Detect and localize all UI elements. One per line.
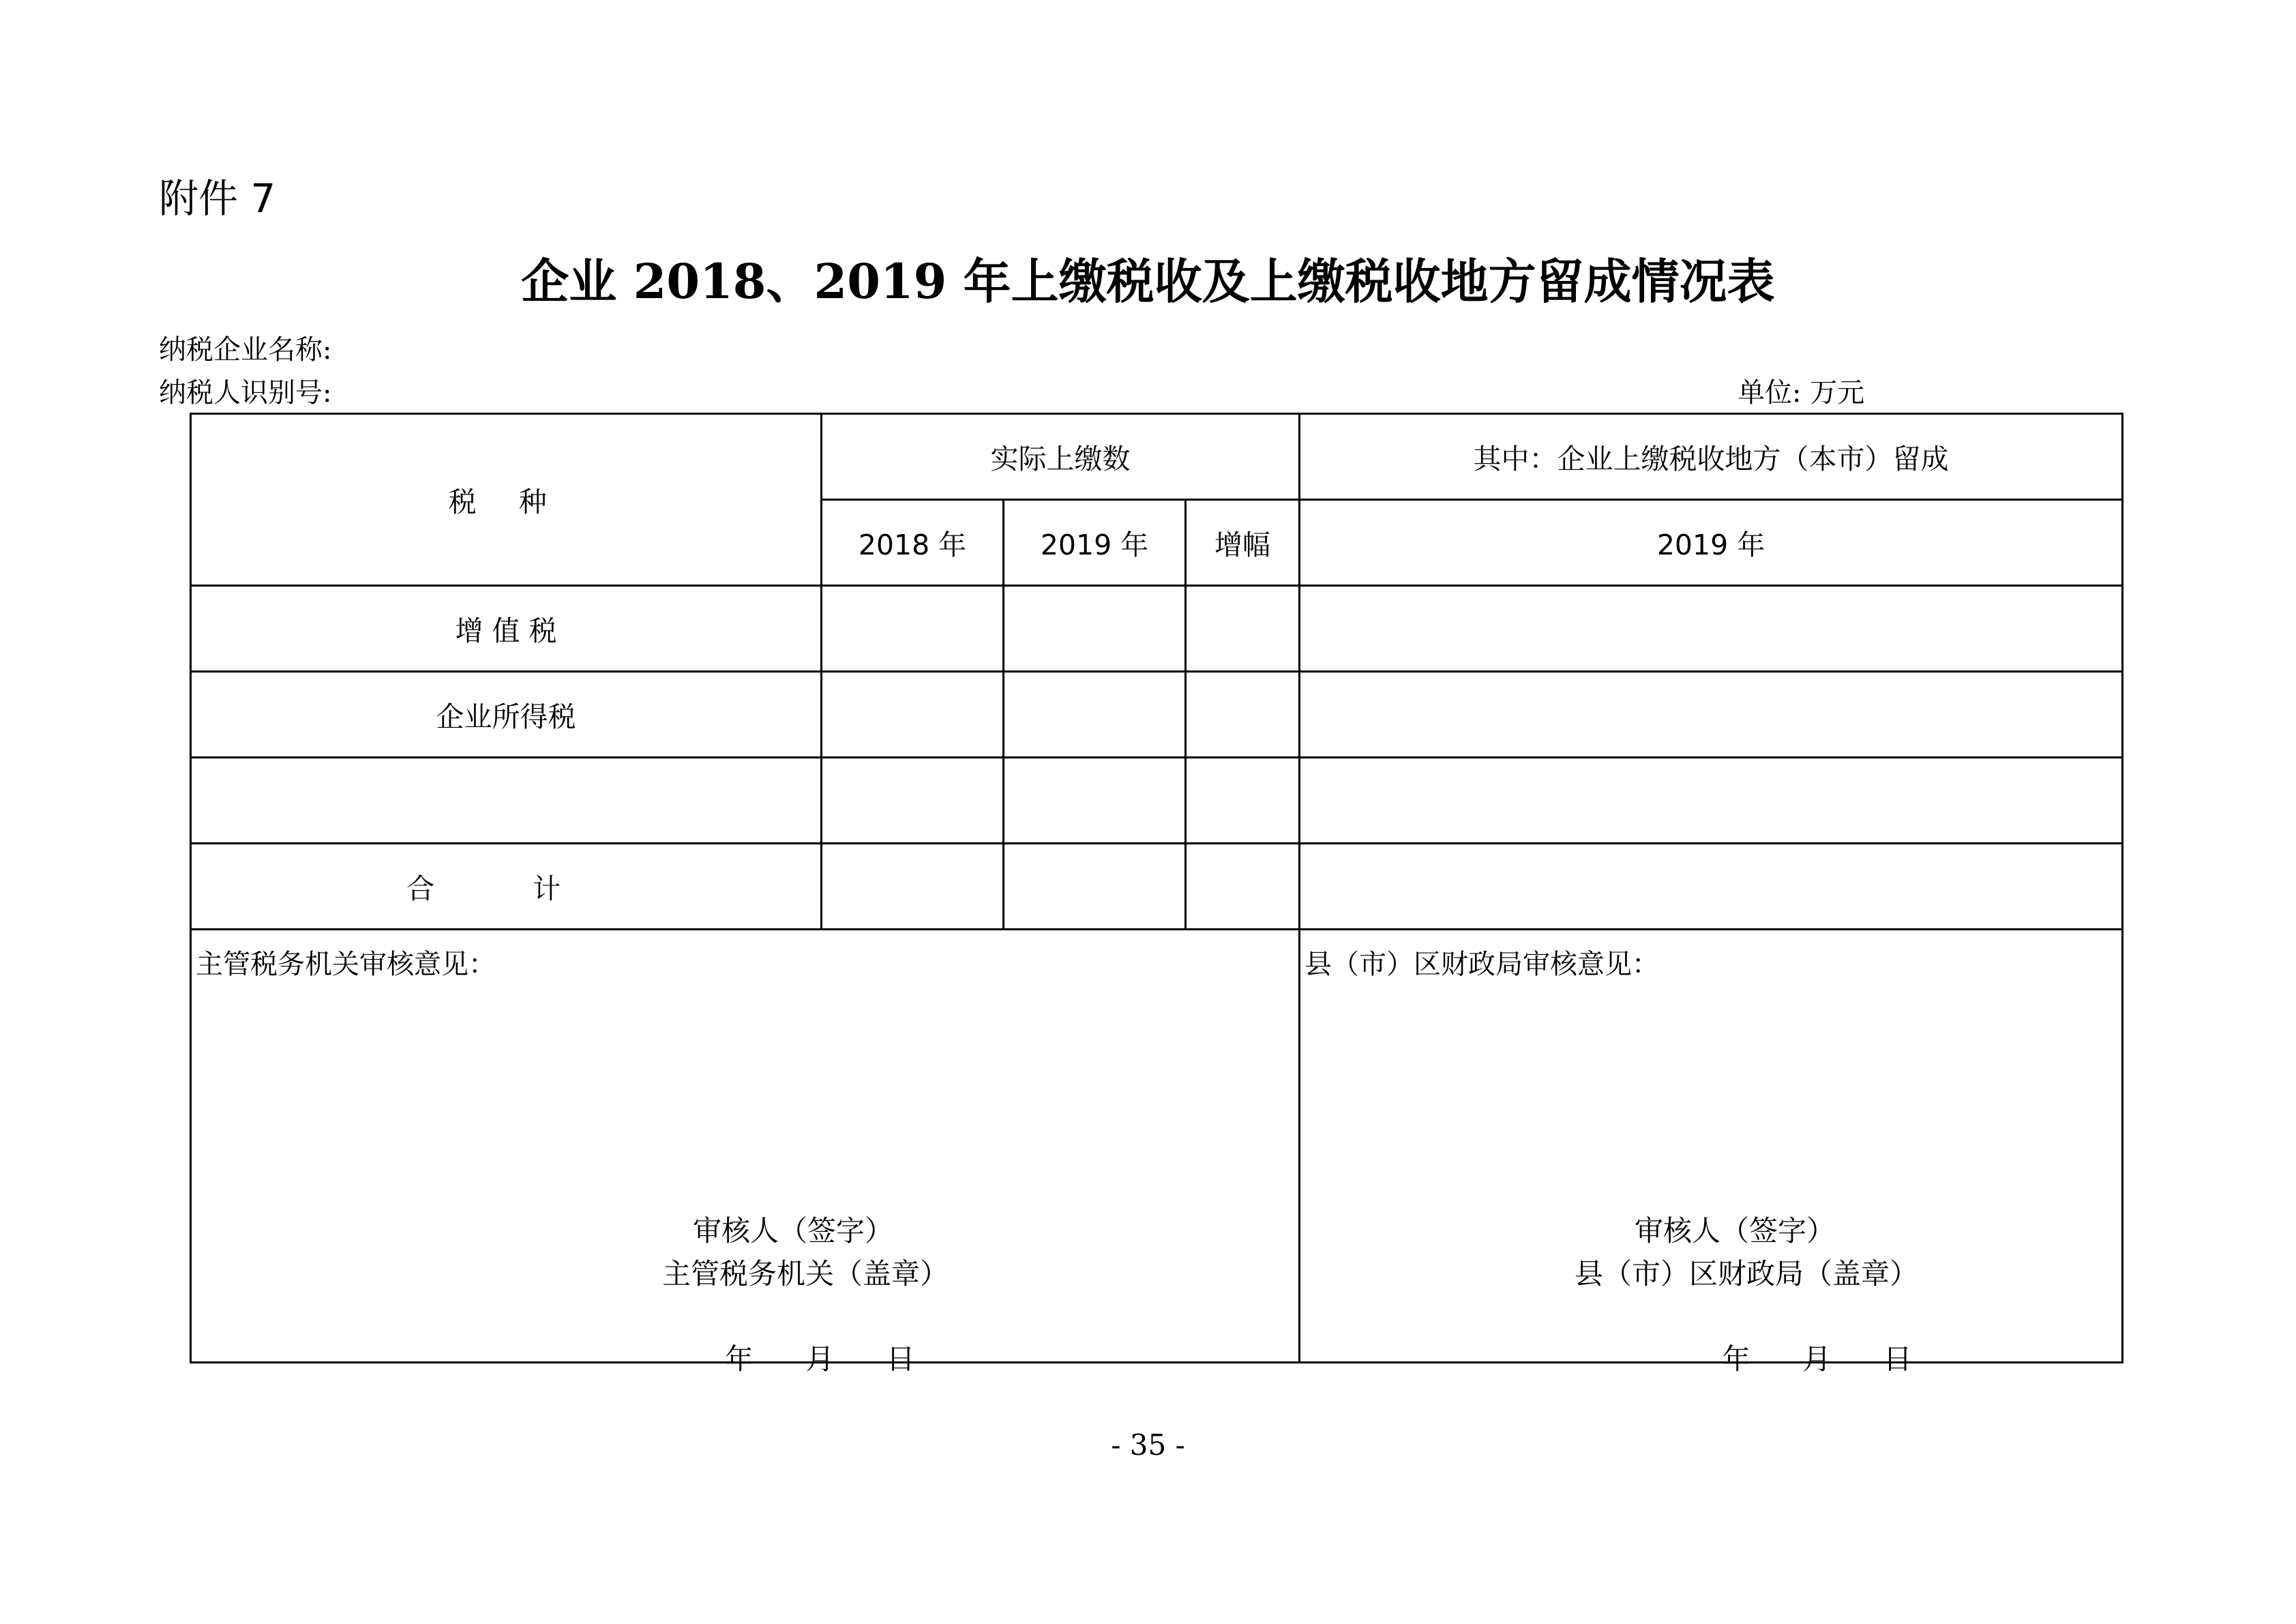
- review-row: [191, 930, 2123, 1363]
- attachment-label: 附件 7: [159, 175, 276, 222]
- taxpayer-id-label: 纳税人识别号:: [159, 377, 332, 409]
- cell-growth[interactable]: [1186, 758, 1300, 844]
- local-retention-header: 其中：企业上缴税收地方（本市）留成: [1300, 414, 2123, 500]
- page-title: 企业 2018、2019 年上缴税收及上缴税收地方留成情况表: [521, 253, 1775, 310]
- cell-retention[interactable]: [1300, 672, 2123, 758]
- tax-table: [190, 413, 2123, 1376]
- page-number: - 35 -: [1111, 1428, 1185, 1462]
- unit-label: 单位: 万元: [1738, 377, 1865, 409]
- cell-growth[interactable]: [1186, 672, 1300, 758]
- tax-authority-review-cell[interactable]: [191, 930, 1300, 1376]
- col-growth-header: 增幅: [1186, 500, 1300, 586]
- tax-type-header: 税 种: [191, 414, 822, 586]
- table-row: [191, 758, 2123, 844]
- cell-growth[interactable]: [1186, 586, 1300, 672]
- actual-paid-header: 实际上缴数: [822, 414, 1300, 500]
- row-label-vat: 增 值 税: [191, 586, 822, 672]
- col-2019-header: 2019 年: [1004, 500, 1186, 586]
- tax-authority-reviewer-signature: 审核人（签字）: [693, 1214, 894, 1247]
- company-name-label: 纳税企业名称:: [159, 334, 332, 366]
- finance-bureau-date: 年 月 日: [1722, 1342, 1912, 1376]
- cell-2018[interactable]: [822, 758, 1004, 844]
- cell-2019[interactable]: [1004, 586, 1186, 672]
- tax-authority-date: 年 月 日: [725, 1342, 915, 1376]
- finance-bureau-review-cell[interactable]: [1300, 930, 2123, 1376]
- cell-growth[interactable]: [1186, 844, 1300, 930]
- finance-bureau-reviewer-signature: 审核人（签字）: [1635, 1214, 1836, 1247]
- cell-2019[interactable]: [1004, 758, 1186, 844]
- col-2018-header: 2018 年: [822, 500, 1004, 586]
- col-retention-2019-header: 2019 年: [1300, 500, 2123, 586]
- cell-retention[interactable]: [1300, 844, 2123, 930]
- finance-bureau-review-heading: 县（市）区财政局审核意见：: [1304, 949, 1660, 980]
- cell-2018[interactable]: [822, 586, 1004, 672]
- cell-2018[interactable]: [822, 844, 1004, 930]
- row-label-blank[interactable]: [191, 758, 822, 844]
- cell-retention[interactable]: [1300, 758, 2123, 844]
- table-row: [191, 844, 2123, 930]
- tax-authority-review-heading: 主管税务机关审核意见：: [196, 949, 496, 980]
- cell-2018[interactable]: [822, 672, 1004, 758]
- cell-2019[interactable]: [1004, 844, 1186, 930]
- row-label-corporate-income-tax: 企业所得税: [191, 672, 822, 758]
- cell-retention[interactable]: [1300, 586, 2123, 672]
- table-header-row: [191, 414, 2123, 500]
- tax-authority-seal: 主管税务机关（盖章）: [662, 1257, 949, 1290]
- table-row: [191, 672, 2123, 758]
- row-label-total: 合 计: [191, 844, 822, 930]
- finance-bureau-seal: 县（市）区财政局（盖章）: [1575, 1257, 1919, 1290]
- table-row: [191, 586, 2123, 672]
- cell-2019[interactable]: [1004, 672, 1186, 758]
